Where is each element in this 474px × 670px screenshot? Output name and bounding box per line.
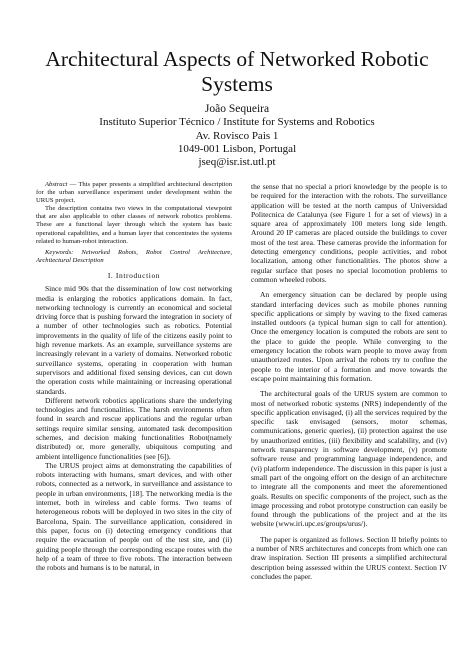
right-paragraph-1: the sense that no special a priori knowledge by the people is to be required for the interaction with the robots. The surveillance application will be tested at the north campus of Universidad Politecnica de Catalunya (see Figure 1 for a set of views) in a square area of approximately 100 meters long side length. Around 20 IP cameras are placed outside the buildings to cover most of the test area. These cameras provide the information for detecting emergency conditions, people activities, and robot localization, among other functionalities. The photos show a regular surface that poses no special locomotion problems to common wheeled robots. <box>251 182 447 284</box>
keywords-label: Keywords: <box>45 248 74 256</box>
author-email: jseq@isr.ist.utl.pt <box>198 156 276 169</box>
section-heading-introduction: I. Introduction <box>107 270 161 280</box>
right-paragraph-4: The paper is organized as follows. Section II briefly points to a number of NRS architectures and concepts from which one can draw inspiration. Section III presents a simplified architectural description being assessed within the URUS context. Section IV concludes the paper. <box>251 534 447 581</box>
author-address-line2: 1049-001 Lisbon, Portugal <box>177 142 297 155</box>
left-column <box>36 181 232 572</box>
keywords-paragraph <box>36 249 232 265</box>
abstract-label: Abstract <box>45 181 68 188</box>
author-address-line1: Av. Rovisco Pais 1 <box>195 129 279 142</box>
author-block <box>40 103 434 169</box>
keywords-text: Networked Robots, Robot Control Architecture, Architectural Description <box>36 248 232 264</box>
abstract-text-1: — This paper presents a simplified architectural description for the urban surveillance experiment under development within the URUS project. <box>36 181 232 205</box>
right-column <box>251 182 447 581</box>
abstract-paragraph-2: The description contains two views in the computational viewpoint that are also applicable to other classes of network robotics problems. These are a functional layer through which the system has basic operational capabilities, and a human layer that concentrates the systems related to human-robot interaction. <box>36 205 232 245</box>
abstract <box>36 181 232 246</box>
intro-paragraph-2: Different network robotics applications share the underlying technologies and functionalities. The harsh environments often found in search and rescue applications and the regular urban settings require similar sensing, automated task decomposition schemes, and decision making functionalities Robot(namely distributed) or, more generally, ubiquitous computing and ambient intelligence functionalities (see [6]). <box>36 395 232 461</box>
abstract-paragraph-1 <box>36 181 232 205</box>
right-paragraph-2: An emergency situation can be declared by people using standard interfacing devices such as mobile phones running specific applications or simply by waving to the fixed cameras installed outdoors (a typical human sign to call for attention). Once the emergency location is computed the robots are sent to the place to guide the people. While converging to the emergency location the robots warn people to move away from unauthorized routes. Upon arrival the robots try to confine the people to the interior of a formation and move towards the escape point maintaining this formation. <box>251 290 447 383</box>
right-paragraph-3: The architectural goals of the URUS system are common to most of networked robotic systems (NRS) independently of the specific application envisaged, (i) all the services required by the specific task envisaged (sensors, motor schemas, communications, generic queries), (ii) protection against the use by unauthorized entities, (iii) flexibility and scalability, and (iv) network transparency in software development, (v) promote software reuse and programming language independence, and (vi) platform independence. The discussion in this paper is just a small part of the ongoing effort on the design of an architecture to integrate all the components and meet the aforementioned goals. Results on specific components of the project, such as the image processing and robot prototype construction can easily be found through the publications of the project and at the its website (www.iri.upc.es/groups/urus/). <box>251 389 447 529</box>
intro-paragraph-3: The URUS project aims at demonstrating the capabilities of robots interacting with humans, smart devices, and with other robots, connected as a network, in surveillance and assistance to people in urban environments, [18]. The networking media is the internet, both in wireless and cable forms. Two teams of heterogeneous robots will be deployed in two sites in the city of Barcelona, Spain. The surveillance application, considered in this paper, focus on (i) detecting emergency conditions that require the evacuation of people out of the test site, and (ii) guiding people through the corresponding escape routes with the help of a team of three to five robots. The interaction between the robots and humans is to be natural, in <box>36 460 232 573</box>
intro-paragraph-1: Since mid 90s that the dissemination of low cost networking media is enlarging the robotics applications domain. In fact, networking technology is currently an economical and societal driving force that is pushing forward the integration in society of a number of other technologies such as robotics. Potential improvements in the quality of life of the citizens easily point to high revenue markets. As an example, surveillance systems are increasingly relevant in a variety of domains. Networked robotic surveillance systems, operating in cooperation with human supervisors and additional fixed sensing devices, can cut down the operation costs while maintaining or increasing operational standards. <box>36 284 232 396</box>
keywords <box>36 249 232 265</box>
paper-title: Architectural Aspects of Networked Robotic Systems <box>45 47 429 96</box>
author-affiliation: Instituto Superior Técnico / Institute for Systems and Robotics <box>99 116 375 129</box>
author-name: João Sequeira <box>204 103 270 115</box>
introduction-body <box>36 284 232 572</box>
